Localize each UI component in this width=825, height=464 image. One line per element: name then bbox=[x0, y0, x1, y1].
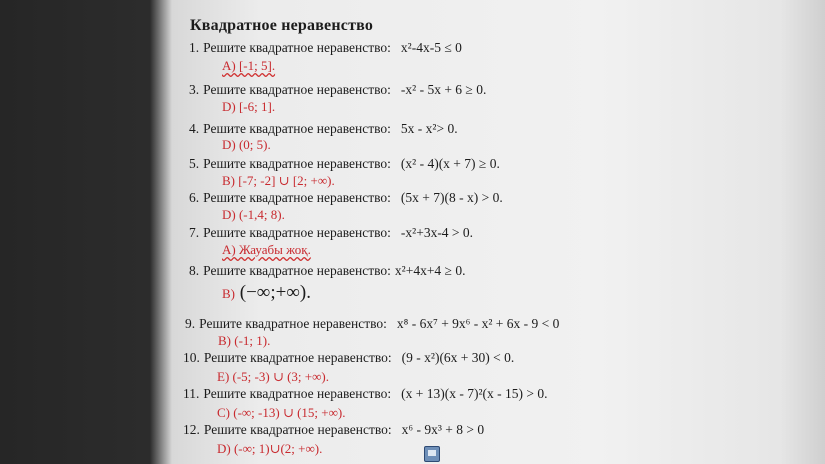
answer-11 bbox=[217, 405, 345, 421]
question-text: Решите квадратное неравенство: bbox=[203, 263, 391, 278]
question-6 bbox=[189, 190, 503, 206]
question-text: Решите квадратное неравенство: bbox=[203, 82, 391, 97]
question-text: Решите квадратное неравенство: bbox=[203, 386, 392, 401]
question-8 bbox=[189, 263, 465, 279]
answer-text: E) (-5; -3) ∪ (3; +∞). bbox=[217, 369, 329, 384]
question-text: Решите квадратное неравенство: bbox=[203, 350, 392, 365]
answer-7 bbox=[222, 242, 311, 258]
document-title: Квадратное неравенство bbox=[190, 17, 374, 34]
question-expression: x²+4x+4 ≥ 0. bbox=[394, 263, 466, 278]
answer-label: B) bbox=[222, 286, 235, 301]
question-number: 9. bbox=[185, 316, 196, 331]
answer-text: (−∞;+∞). bbox=[239, 282, 311, 303]
question-number: 3. bbox=[189, 82, 200, 97]
question-5 bbox=[189, 156, 500, 172]
answer-text: A) Жауабы жоқ. bbox=[222, 242, 311, 257]
answer-12 bbox=[217, 441, 322, 457]
answer-3 bbox=[222, 99, 275, 115]
question-text: Решите квадратное неравенство: bbox=[203, 156, 391, 171]
answer-9 bbox=[218, 333, 270, 349]
answer-text: D) (0; 5). bbox=[222, 137, 271, 152]
question-text: Решите квадратное неравенство: bbox=[199, 316, 387, 331]
answer-5 bbox=[222, 173, 335, 189]
document-icon[interactable] bbox=[424, 446, 440, 462]
document-page bbox=[175, 0, 825, 464]
question-number: 4. bbox=[189, 121, 200, 136]
question-4 bbox=[189, 121, 458, 137]
question-number: 6. bbox=[189, 190, 200, 205]
question-7 bbox=[189, 225, 473, 241]
question-expression: (9 - x²)(6x + 30) < 0. bbox=[401, 350, 515, 365]
question-text: Решите квадратное неравенство: bbox=[203, 121, 391, 136]
question-expression: (5x + 7)(8 - x) > 0. bbox=[400, 190, 503, 205]
question-expression: (x² - 4)(x + 7) ≥ 0. bbox=[400, 156, 500, 171]
answer-text: D) [-6; 1]. bbox=[222, 99, 276, 114]
question-9 bbox=[185, 316, 559, 332]
question-expression: x²-4x-5 ≤ 0 bbox=[400, 40, 462, 55]
answer-text: C) (-∞; -13) ∪ (15; +∞). bbox=[217, 405, 346, 420]
question-10 bbox=[183, 350, 514, 366]
question-expression: 5x - x²> 0. bbox=[400, 121, 458, 136]
question-text: Решите квадратное неравенство: bbox=[203, 190, 391, 205]
question-12 bbox=[183, 422, 484, 438]
question-number: 11. bbox=[183, 386, 200, 401]
answer-4 bbox=[222, 137, 271, 153]
question-number: 7. bbox=[189, 225, 200, 240]
question-number: 8. bbox=[189, 263, 200, 278]
question-expression: x⁸ - 6x⁷ + 9x⁶ - x² + 6x - 9 < 0 bbox=[396, 316, 560, 331]
answer-6 bbox=[222, 207, 285, 223]
question-text: Решите квадратное неравенство: bbox=[203, 422, 392, 437]
question-number: 10. bbox=[183, 350, 200, 365]
question-expression: -x² - 5x + 6 ≥ 0. bbox=[400, 82, 487, 97]
answer-text: B) [-7; -2] ∪ [2; +∞). bbox=[222, 173, 335, 188]
question-number: 1. bbox=[189, 40, 200, 55]
question-number: 12. bbox=[183, 422, 200, 437]
answer-text: D) (-∞; 1)∪(2; +∞). bbox=[217, 441, 323, 456]
answer-10 bbox=[217, 369, 329, 385]
question-11 bbox=[183, 386, 548, 402]
question-expression: x⁶ - 9x³ + 8 > 0 bbox=[401, 422, 485, 437]
question-text: Решите квадратное неравенство: bbox=[203, 225, 391, 240]
question-expression: -x²+3x-4 > 0. bbox=[400, 225, 474, 240]
answer-text: A) [-1; 5]. bbox=[222, 58, 276, 73]
answer-1 bbox=[222, 58, 275, 74]
question-text: Решите квадратное неравенство: bbox=[203, 40, 391, 55]
question-1 bbox=[189, 40, 462, 56]
question-number: 5. bbox=[189, 156, 200, 171]
answer-text: B) (-1; 1). bbox=[218, 333, 271, 348]
answer-text: D) (-1,4; 8). bbox=[222, 207, 285, 222]
question-3 bbox=[189, 82, 486, 98]
answer-8 bbox=[222, 282, 311, 304]
question-expression: (x + 13)(x - 7)²(x - 15) > 0. bbox=[401, 386, 548, 401]
